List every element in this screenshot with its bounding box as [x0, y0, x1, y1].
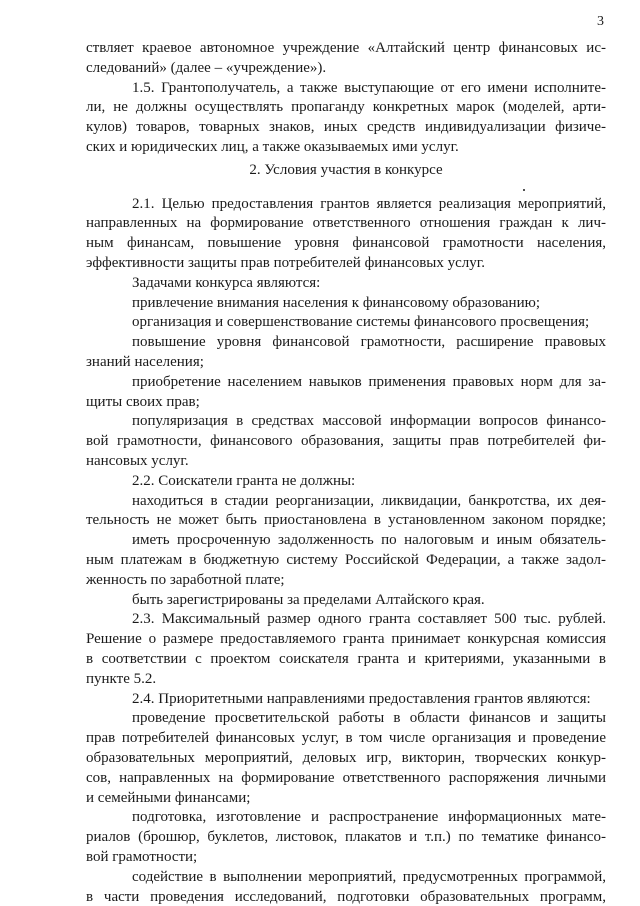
- text-line: иметь просроченную задолженность по налоговым и иным обязатель-: [132, 532, 606, 549]
- text-line: нансовых услуг.: [86, 453, 189, 469]
- text-line: 2.1. Целью предоставления грантов является реализация мероприятий,: [132, 195, 606, 212]
- text-line: привлечение внимания населения к финансовому образованию;: [132, 294, 540, 311]
- text-line: женность по заработной плате;: [86, 571, 285, 588]
- text-line: проведение просветительской работы в области финансов и защиты: [132, 710, 606, 727]
- text-line: повышение уровня финансовой грамотности, расширение правовых: [132, 334, 606, 351]
- stray-dot: [523, 189, 525, 191]
- text-line: направленных на формирование ответственного отношения граждан к лич-: [86, 215, 606, 232]
- text-line: и семейными финансами;: [86, 789, 251, 806]
- text-line: в части проведения исследований, подготовки образовательных программ,: [86, 888, 606, 905]
- text-line: ствляет краевое автономное учреждение «Алтайский центр финансовых ис-: [86, 40, 606, 56]
- page-number: 3: [597, 14, 604, 29]
- text-line: знаний населения;: [86, 354, 204, 370]
- text-line: в соответствии с проектом соискателя гранта и критериями, указанными в: [86, 651, 606, 667]
- text-line: следований» (далее – «учреждение»).: [86, 59, 327, 76]
- text-line: образовательных мероприятий, деловых игр, викторин, творческих конкур-: [86, 750, 606, 766]
- text-line: ских и юридических лиц, а также оказываемых ими услуг.: [86, 139, 459, 155]
- text-line: сов, направленных на формирование ответственного распоряжения личными: [86, 769, 606, 786]
- text-line: 2.3. Максимальный размер одного гранта составляет 500 тыс. рублей.: [132, 611, 606, 628]
- text-line: ли, не должны осуществлять пропаганду конкретных марок (моделей, арти-: [86, 99, 606, 116]
- text-line: ным платежам в бюджетную систему Российской Федерации, а также задол-: [86, 552, 606, 568]
- text-line: находиться в стадии реорганизации, ликвидации, банкротства, их дея-: [132, 492, 606, 509]
- text-line: риалов (брошюр, буклетов, листовок, плакатов и т.п.) по тематике финансо-: [86, 829, 606, 846]
- section-heading: 2. Условия участия в конкурсе: [249, 161, 443, 178]
- text-line: пункте 5.2.: [86, 670, 157, 687]
- text-line: щиты своих прав;: [86, 393, 200, 410]
- text-line: кулов) товаров, товарных знаков, иных средств индивидуализации физиче-: [86, 119, 606, 136]
- text-line: Задачами конкурса являются:: [132, 274, 321, 291]
- text-line: быть зарегистрированы за пределами Алтайского края.: [132, 591, 485, 608]
- text-line: Решение о размере предоставляемого гранта принимает конкурсная комиссия: [86, 631, 606, 648]
- text-line: приобретение населением навыков применения правовых норм для за-: [132, 373, 606, 390]
- text-line: популяризация в средствах массовой информации вопросов финансо-: [132, 413, 606, 430]
- text-line: подготовка, изготовление и распространение информационных мате-: [132, 809, 606, 826]
- text-line: содействие в выполнении мероприятий, предусмотренных программой,: [132, 868, 606, 885]
- text-line: вой грамотности, финансового образования, защиты прав потребителей фи-: [86, 433, 606, 450]
- text-line: прав потребителей финансовых услуг, в том числе организация и проведение: [86, 730, 606, 747]
- text-line: тельность не может быть приостановлена в установленном законом порядке;: [86, 512, 606, 529]
- text-line: 2.4. Приоритетными направлениями предоставления грантов являются:: [132, 690, 591, 707]
- text-line: 1.5. Грантополучатель, а также выступающие от его имени исполните-: [132, 79, 606, 96]
- text-line: 2.2. Соискатели гранта не должны:: [132, 472, 356, 489]
- text-line: организация и совершенствование системы финансового просвещения;: [132, 314, 590, 331]
- text-line: ным финансам, повышение уровня финансовой грамотности населения,: [86, 235, 606, 252]
- text-line: вой грамотности;: [86, 849, 198, 865]
- text-line: эффективности защиты прав потребителей финансовых услуг.: [86, 255, 485, 271]
